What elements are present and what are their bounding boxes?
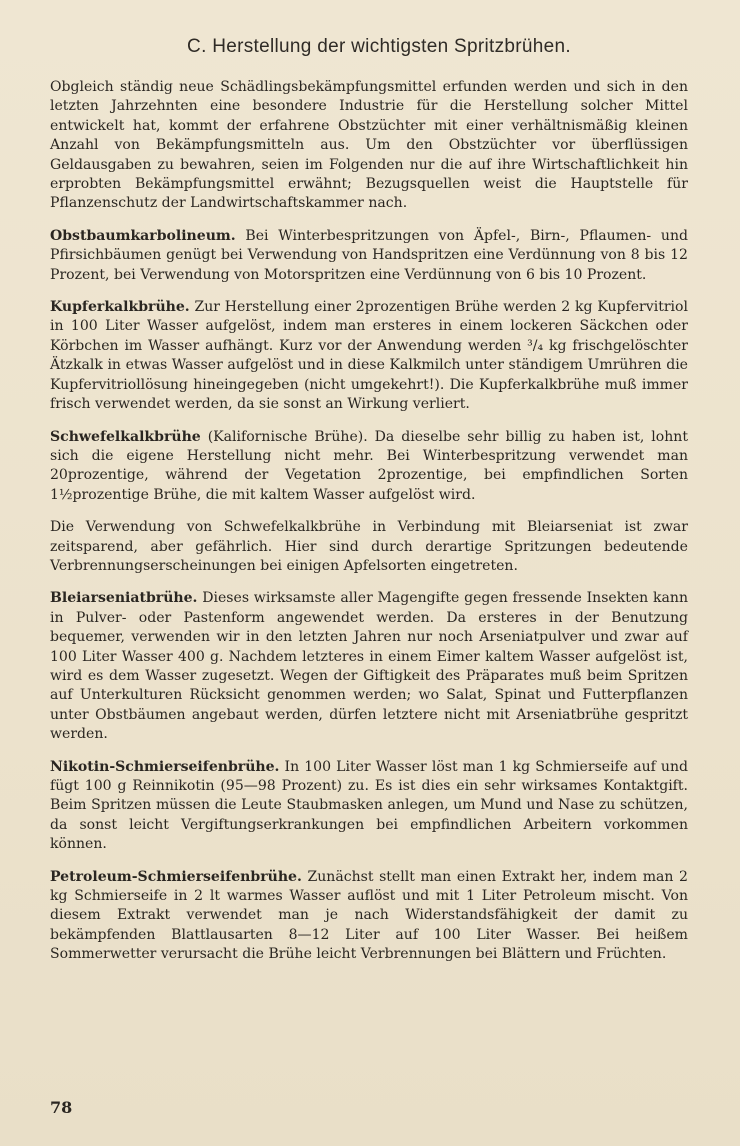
paragraph-obstbaumkarbolineum — [50, 227, 688, 285]
paragraph-text: Die Verwendung von Schwefelkalkbrühe in Verbindung mit Bleiarseniat ist zwar zeitsparend, aber gefährlich. Hier sind durch derartige Spritzungen bedeutende Verbrennungserscheinungen bei einigen Apfelsorten eingetreten. — [50, 519, 688, 574]
page-title: C. Herstellung der wichtigsten Spritzbrühen. — [187, 36, 571, 57]
paragraph-kupferkalkbruehe — [50, 298, 688, 414]
paragraph-heading: Bleiarseniatbrühe. — [50, 590, 198, 607]
paragraph-nikotin-schmierseifenbruehe — [50, 758, 688, 855]
paragraph-schwefelkalkbruehe — [50, 428, 688, 506]
paragraph-text: Dieses wirksamste aller Magengifte gegen fressende Insekten kann in Pulver- oder Pastenform angewendet werden. Da ersteres in der Benutzung bequemer, verwenden wir in den letzten Jahren nur noch Arseniatpulver und zwar auf 100 Liter Wasser 400 g. Nachdem letzteres in einem Eimer kaltem Wasser aufgelöst ist, wird es dem Wasser zugesetzt. Wegen der Giftigkeit des Präparates muß beim Spritzen auf Unterkulturen Rücksicht genommen werden; wo Salat, Spinat und Futterpflanzen unter Obstbäumen angebaut werden, dürfen letztere nicht mit Arseniatbrühe gespritzt werden. — [50, 590, 688, 743]
paragraph-heading: Kupferkalkbrühe. — [50, 299, 190, 316]
paragraph-heading: Nikotin-Schmierseifenbrühe. — [50, 758, 280, 775]
paragraph-petroleum-schmierseifenbruehe — [50, 868, 688, 965]
paragraph-heading: Obstbaumkarbolineum. — [50, 227, 236, 244]
paragraph-text: Bei Winterbespritzungen von Äpfel-, Birn-, Pflaumen- und Pfirsichbäumen genügt bei Verwendung von Handspritzen eine Verdünnung von 8 bis 12 Prozent, bei Verwendung von Motorspritzen eine Verdünnung von 6 bis 10 Prozent. — [50, 227, 688, 283]
paragraph-schwefelkalk-note — [50, 518, 688, 576]
paragraph-text: Zur Herstellung einer 2prozentigen Brühe werden 2 kg Kupfervitriol in 100 Liter Wasser aufgelöst, indem man ersteres in einem lockeren Säckchen oder Körbchen im Wasser aufhängt. Kurz vor der Anwendung werden ³/₄ kg frischgelöschter Ätzkalk in etwas Wasser aufgelöst und in diese Kalkmilch unter ständigem Umrühren die Kupfervitriollösung hineingegeben (nicht umgekehrt!). Die Kupferkalkbrühe muß immer frisch verwendet werden, da sie sonst an Wirkung verliert. — [50, 299, 688, 413]
paragraph-text: (Kalifornische Brühe). Da dieselbe sehr billig zu haben ist, lohnt sich die eigene Herstellung nicht mehr. Bei Winterbespritzung verwendet man 20prozentige, während der Vegetation 2prozentige, bei empfindlichen Sorten 1½prozentige Brühe, die mit kaltem Wasser aufgelöst wird. — [50, 428, 688, 503]
paragraph-heading: Petroleum-Schmierseifenbrühe. — [50, 868, 302, 885]
paragraph-intro — [50, 78, 688, 214]
page-number: 78 — [50, 1098, 73, 1117]
paragraph-heading: Schwefelkalkbrühe — [50, 428, 201, 445]
paragraph-text: Zunächst stellt man einen Extrakt her, indem man 2 kg Schmierseife in 2 lt warmes Wasser auflöst und mit 1 Liter Petroleum mischt. Von diesem Extrakt verwendet man je nach Widerstandsfähigkeit der damit zu bekämpfenden Blattlausarten 8—12 Liter auf 100 Liter Wasser. Bei heißem Sommerwetter verursacht die Brühe leicht Verbrennungen bei Blättern und Früchten. — [50, 868, 688, 963]
paragraph-text: Obgleich ständig neue Schädlingsbekämpfungsmittel erfunden werden und sich in den letzten Jahrzehnten eine besondere Industrie für die Herstellung solcher Mittel entwickelt hat, kommt der erfahrene Obstzüchter mit einer verhältnismäßig kleinen Anzahl von Bekämpfungsmitteln aus. Um den Obstzüchter vor überflüssigen Geldausgaben zu bewahren, seien im Folgenden nur die auf ihre Wirtschaftlichkeit hin erprobten Bekämpfungsmittel erwähnt; Bezugsquellen weist die Hauptstelle für Pflanzenschutz der Landwirtschaftskammer nach. — [50, 79, 688, 212]
paragraph-bleiarseniatbruehe — [50, 589, 688, 744]
paragraph-text: In 100 Liter Wasser löst man 1 kg Schmierseife auf und fügt 100 g Reinnikotin (95—98 Prozent) zu. Es ist dies ein sehr wirksames Kontaktgift. Beim Spritzen müssen die Leute Staubmasken anlegen, um Mund und Nase zu schützen, da sonst leicht Vergiftungserkrankungen bei empfindlichen Arbeitern vorkommen können. — [50, 758, 688, 853]
